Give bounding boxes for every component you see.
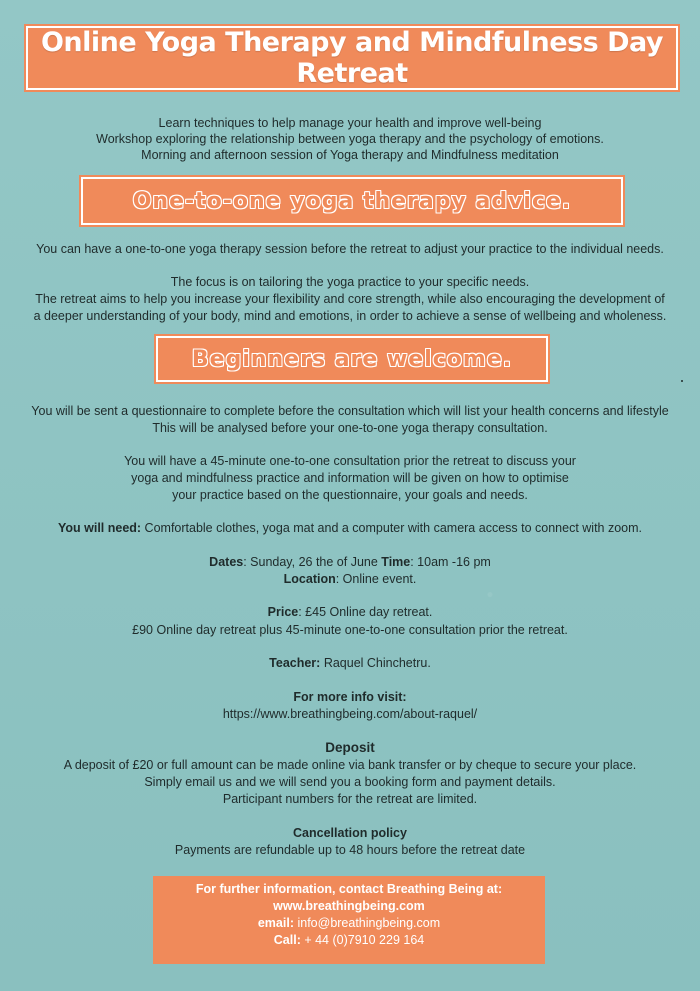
call-label: Call: <box>273 933 301 947</box>
deposit-heading: Deposit <box>325 740 375 755</box>
more-info-label: For more info visit: <box>293 690 407 704</box>
contact-heading: For further information, contact Breathing Being at: <box>195 882 503 896</box>
location-line <box>0 571 700 587</box>
deposit-line-3: Participant numbers for the retreat are limited. <box>222 792 478 806</box>
price-line-2: £90 Online day retreat plus 45-minute one-to-one consultation prior the retreat. <box>132 623 568 637</box>
cancellation-heading: Cancellation policy <box>293 826 407 840</box>
price-line <box>0 604 700 620</box>
section1-line-2: The focus is on tailoring the yoga practice to your specific needs. <box>170 275 530 289</box>
teacher-label: Teacher: <box>269 656 321 670</box>
deposit-line-1: A deposit of £20 or full amount can be made online via bank transfer or by cheque to secure your place. <box>63 758 637 772</box>
one-to-one-banner <box>81 177 623 225</box>
section2-line-5: your practice based on the questionnaire, your goals and needs. <box>172 488 528 502</box>
need-label: You will need: <box>57 521 142 535</box>
more-info-link[interactable]: https://www.breathingbeing.com/about-raquel/ <box>222 707 478 721</box>
teacher-text: Raquel Chinchetru. <box>320 656 431 670</box>
section1-line-1: You can have a one-to-one yoga therapy session before the retreat to adjust your practice to the individual needs. <box>36 242 664 256</box>
section2-line-4: yoga and mindfulness practice and information will be given on how to optimise <box>131 471 569 485</box>
need-text: Comfortable clothes, yoga mat and a computer with camera access to connect with zoom. <box>141 521 643 535</box>
dates-line <box>0 554 700 570</box>
section2-line-2: This will be analysed before your one-to-one yoga therapy consultation. <box>152 421 548 435</box>
location-label: Location <box>283 572 336 586</box>
contact-call-line <box>153 932 545 949</box>
time-text: : 10am -16 pm <box>410 555 491 569</box>
contact-email-line <box>153 915 545 932</box>
intro-line-2: Workshop exploring the relationship between yoga therapy and the psychology of emotions. <box>96 132 604 146</box>
price-label: Price <box>267 605 299 619</box>
teacher-line <box>0 655 700 671</box>
beginners-heading: Beginners are welcome. <box>191 346 513 372</box>
one-to-one-heading: One-to-one yoga therapy advice. <box>132 188 572 214</box>
section1-line-4: a deeper understanding of your body, mind and emotions, in order to achieve a sense of wellbeing and wholeness. <box>33 309 667 323</box>
dates-label: Dates <box>209 555 244 569</box>
dates-text: : Sunday, 26 the of June <box>243 555 382 569</box>
email-address[interactable]: info@breathingbeing.com <box>294 916 441 930</box>
call-number: + 44 (0)7910 229 164 <box>300 933 425 947</box>
section2-line-1: You will be sent a questionnaire to complete before the consultation which will list your health concerns and lifestyle <box>31 404 669 418</box>
deposit-line-2: Simply email us and we will send you a booking form and payment details. <box>144 775 556 789</box>
contact-website[interactable]: www.breathingbeing.com <box>273 899 425 913</box>
contact-box <box>153 876 545 964</box>
email-label: email: <box>257 916 294 930</box>
cancellation-text: Payments are refundable up to 48 hours before the retreat date <box>174 843 526 857</box>
location-text: : Online event. <box>335 572 417 586</box>
section1-line-3: The retreat aims to help you increase your flexibility and core strength, while also encouraging the development of <box>35 292 665 306</box>
price-text: : £45 Online day retreat. <box>298 605 433 619</box>
title-banner <box>26 26 678 90</box>
intro-line-3: Morning and afternoon session of Yoga therapy and Mindfulness meditation <box>141 148 559 162</box>
section2-line-3: You will have a 45-minute one-to-one consultation prior the retreat to discuss your <box>124 454 576 468</box>
intro-line-1: Learn techniques to help manage your health and improve well-being <box>158 116 542 130</box>
time-label: Time <box>381 555 411 569</box>
beginners-banner <box>156 336 548 382</box>
you-will-need <box>0 520 700 536</box>
page-title: Online Yoga Therapy and Mindfulness Day Retreat <box>40 27 664 89</box>
decorative-dot <box>681 380 683 382</box>
